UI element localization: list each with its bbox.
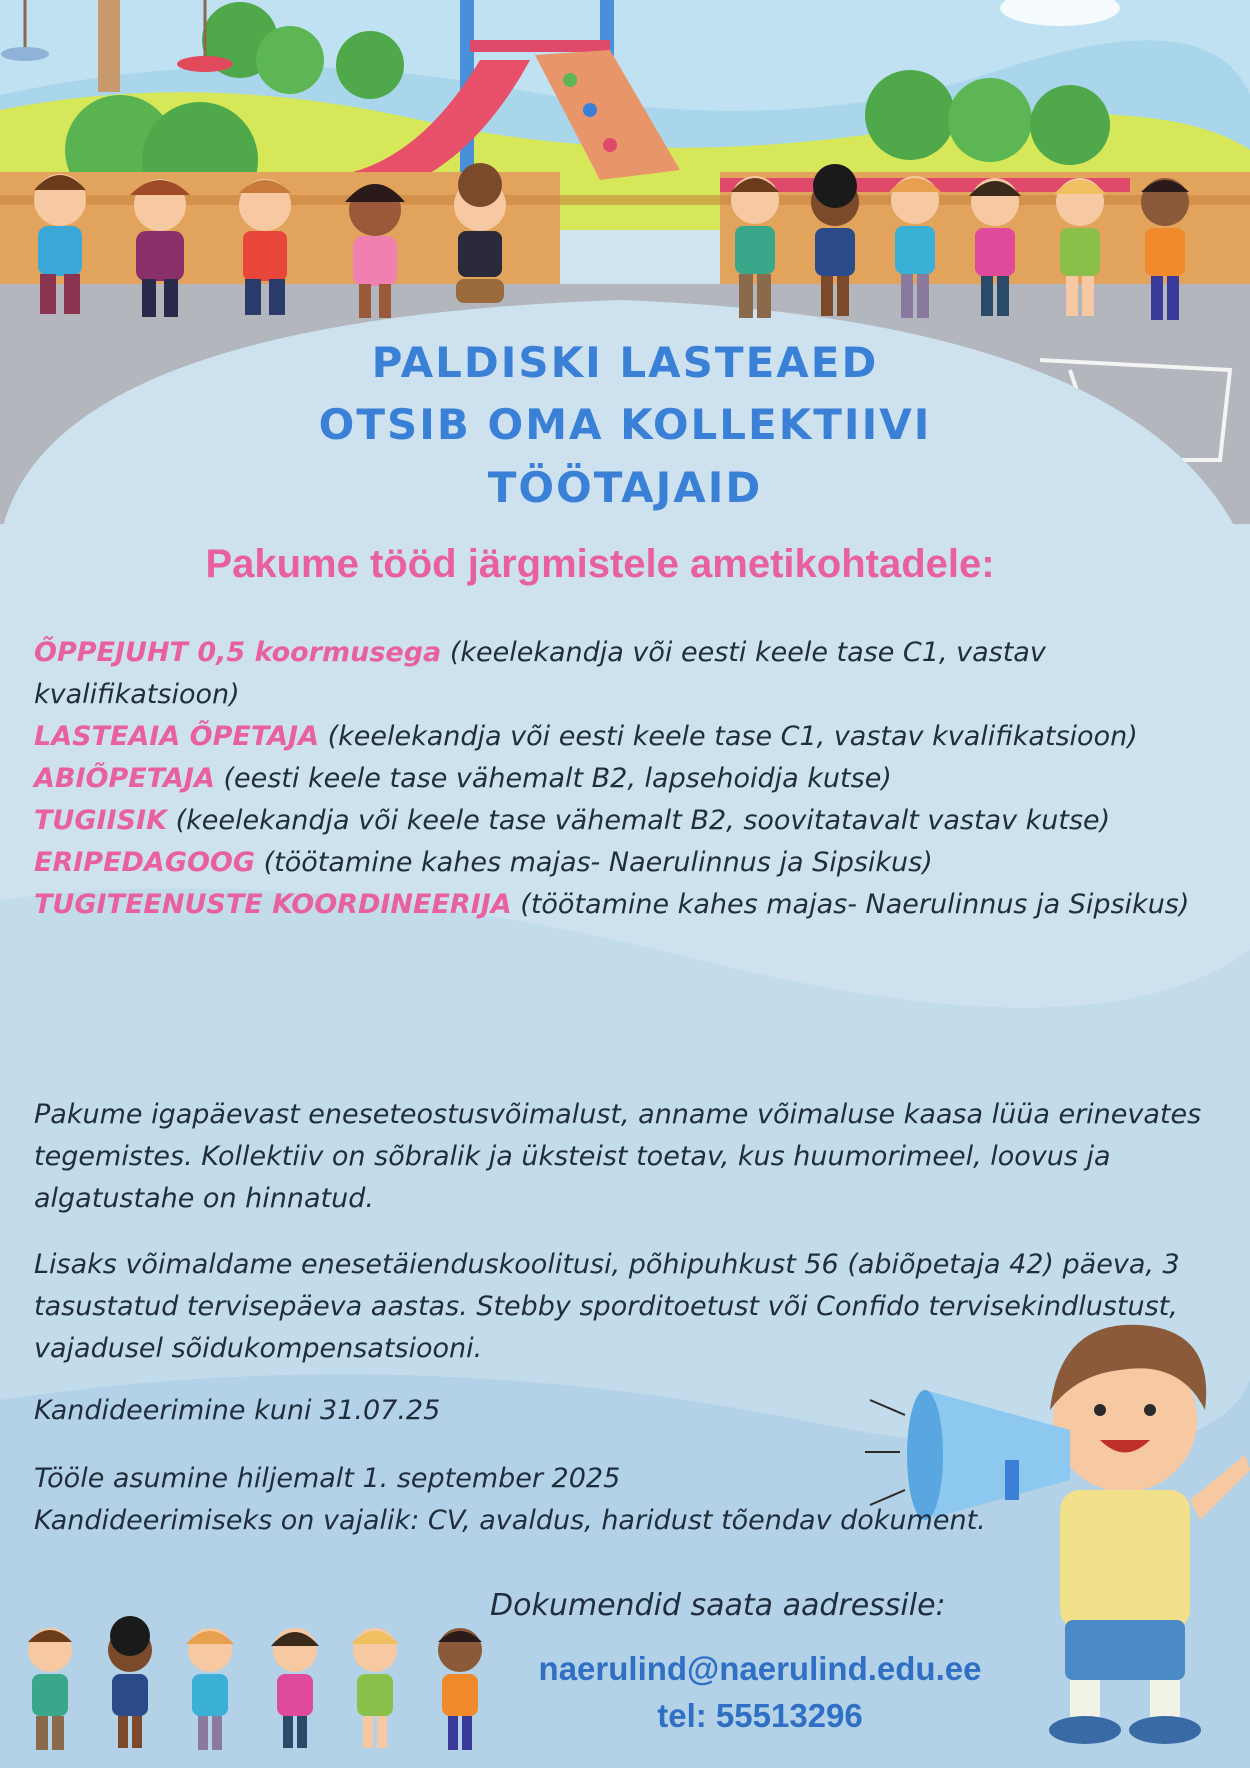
position-requirements: (eesti keele tase vähemalt B2, lapsehoidja kutse) xyxy=(214,763,892,794)
position-requirements: (keelekandja või keele tase vähemalt B2, soovitatavalt vastav kutse) xyxy=(167,805,1111,836)
position-requirements: (töötamine kahes majas- Naerulinnus ja Sipsikus) xyxy=(511,889,1190,920)
position-title: LASTEAIA ÕPETAJA xyxy=(34,721,319,752)
position-item xyxy=(34,632,1224,716)
position-requirements: (töötamine kahes majas- Naerulinnus ja Sipsikus) xyxy=(255,847,933,878)
position-requirements: (keelekandja või eesti keele tase C1, vastav kvalifikatsioon) xyxy=(319,721,1138,752)
position-item xyxy=(34,758,1224,800)
position-title: TUGITEENUSTE KOORDINEERIJA xyxy=(34,889,512,920)
swing-post xyxy=(98,0,120,92)
position-title: TUGIISIK xyxy=(34,805,168,836)
application-deadline: Kandideerimine kuni 31.07.25 xyxy=(34,1395,441,1426)
poster-title-line-3: TÖÖTAJAID xyxy=(487,463,763,512)
contact-phone[interactable]: tel: 55513296 xyxy=(657,1697,863,1734)
position-item xyxy=(34,800,1224,842)
position-item xyxy=(34,884,1224,926)
positions-list xyxy=(34,632,1224,926)
start-date: Tööle asumine hiljemalt 1. september 2025 xyxy=(34,1463,621,1494)
position-title: ABIÕPETAJA xyxy=(34,763,215,794)
contact-email[interactable]: naerulind@naerulind.edu.ee xyxy=(538,1650,982,1687)
required-documents: Kandideerimiseks on vajalik: CV, avaldus, haridust tõendav dokument. xyxy=(34,1505,986,1536)
position-item xyxy=(34,716,1224,758)
poster-title-line-2: OTSIB OMA KOLLEKTIIVI xyxy=(318,400,932,449)
position-requirements: (keelekandja või eesti keele tase C1, vastav kvalifikatsioon) xyxy=(34,637,1046,710)
offer-paragraph: Pakume igapäevast eneseteostusvõimalust, anname võimaluse kaasa lüüa erinevates tegemistes. Kollektiiv on sõbralik ja üksteist toetav, kus huumorimeel, loovus ja algatustahe on hinnatud. xyxy=(34,1099,1202,1214)
poster-title-line-1: PALDISKI LASTEAED xyxy=(371,338,879,387)
position-item xyxy=(34,842,1224,884)
positions-heading: Pakume tööd järgmistele ametikohtadele: xyxy=(205,542,995,586)
benefits-paragraph: Lisaks võimaldame enesetäienduskoolitusi, põhipuhkust 56 (abiõpetaja 42) päeva, 3 tasustatud tervisepäeva aastas. Stebby sporditoetust või Confido tervisekindlustust, vajadusel sõidukompensatsiooni. xyxy=(34,1249,1180,1364)
send-documents-label: Dokumendid saata aadressile: xyxy=(490,1588,946,1623)
position-title: ÕPPEJUHT 0,5 koormusega xyxy=(34,637,442,668)
position-title: ERIPEDAGOOG xyxy=(34,847,256,878)
